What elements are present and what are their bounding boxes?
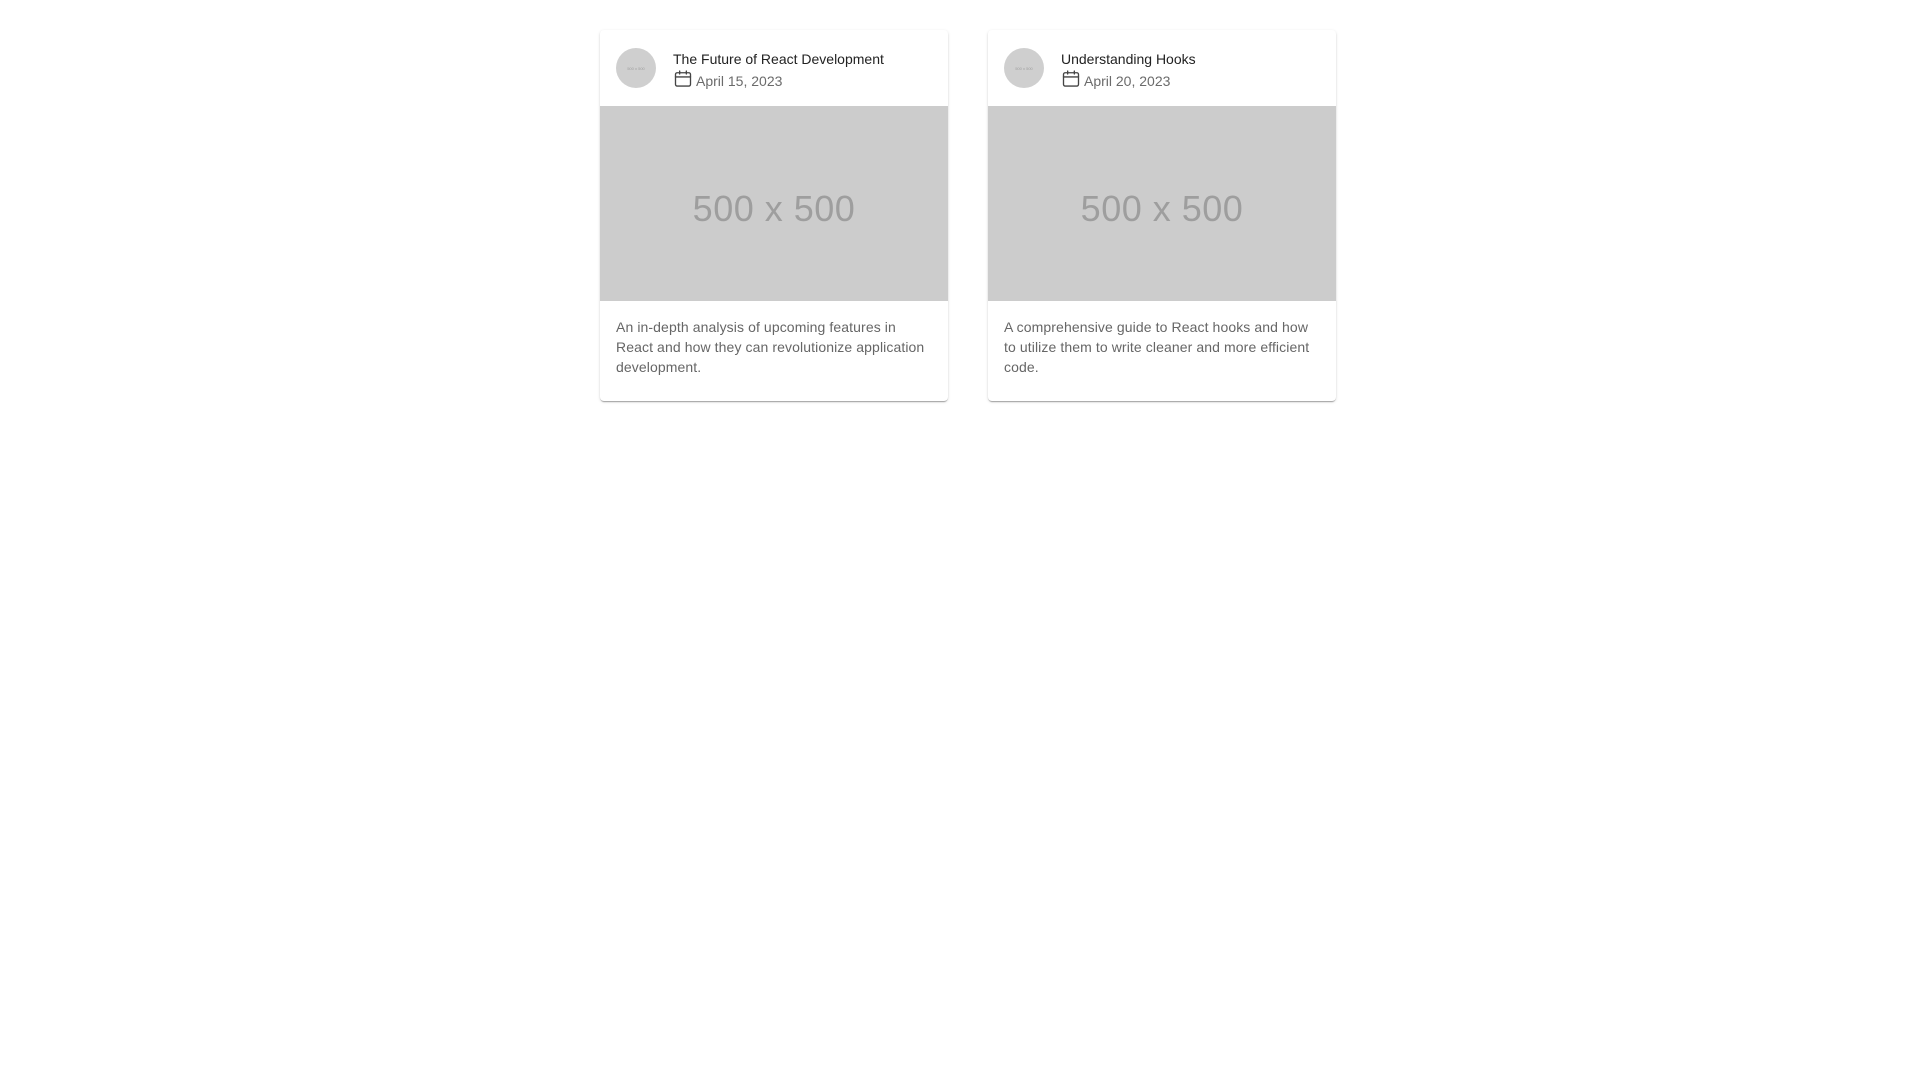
card-subheader	[1061, 70, 1196, 90]
card-title: Understanding Hooks	[1061, 50, 1196, 67]
post-card-understanding-hooks[interactable]	[988, 30, 1336, 401]
card-header	[988, 30, 1336, 106]
card-media-placeholder	[988, 106, 1336, 301]
card-media-text: 500 x 500	[1080, 187, 1244, 229]
card-media-text: 500 x 500	[692, 187, 856, 229]
avatar	[616, 48, 656, 88]
avatar-placeholder-text: 500 x 500	[627, 65, 645, 71]
calendar-icon	[1061, 69, 1081, 89]
card-date: April 20, 2023	[1084, 72, 1171, 89]
post-card-react-future[interactable]	[600, 30, 948, 401]
card-subheader	[673, 70, 884, 90]
card-media-placeholder	[600, 106, 948, 301]
card-content	[600, 301, 948, 401]
card-header	[600, 30, 948, 106]
avatar	[1004, 48, 1044, 88]
calendar-icon	[673, 69, 693, 89]
avatar-placeholder-text: 500 x 500	[1015, 65, 1033, 71]
card-description: A comprehensive guide to React hooks and how to utilize them to write cleaner and more efficient code.	[1004, 319, 1310, 375]
card-title: The Future of React Development	[673, 50, 884, 67]
card-grid	[600, 30, 1336, 401]
card-content	[988, 301, 1336, 401]
card-date: April 15, 2023	[696, 72, 783, 89]
card-header-text	[673, 49, 884, 90]
card-description: An in-depth analysis of upcoming features in React and how they can revolutionize application development.	[616, 319, 925, 375]
card-header-text	[1061, 49, 1196, 90]
